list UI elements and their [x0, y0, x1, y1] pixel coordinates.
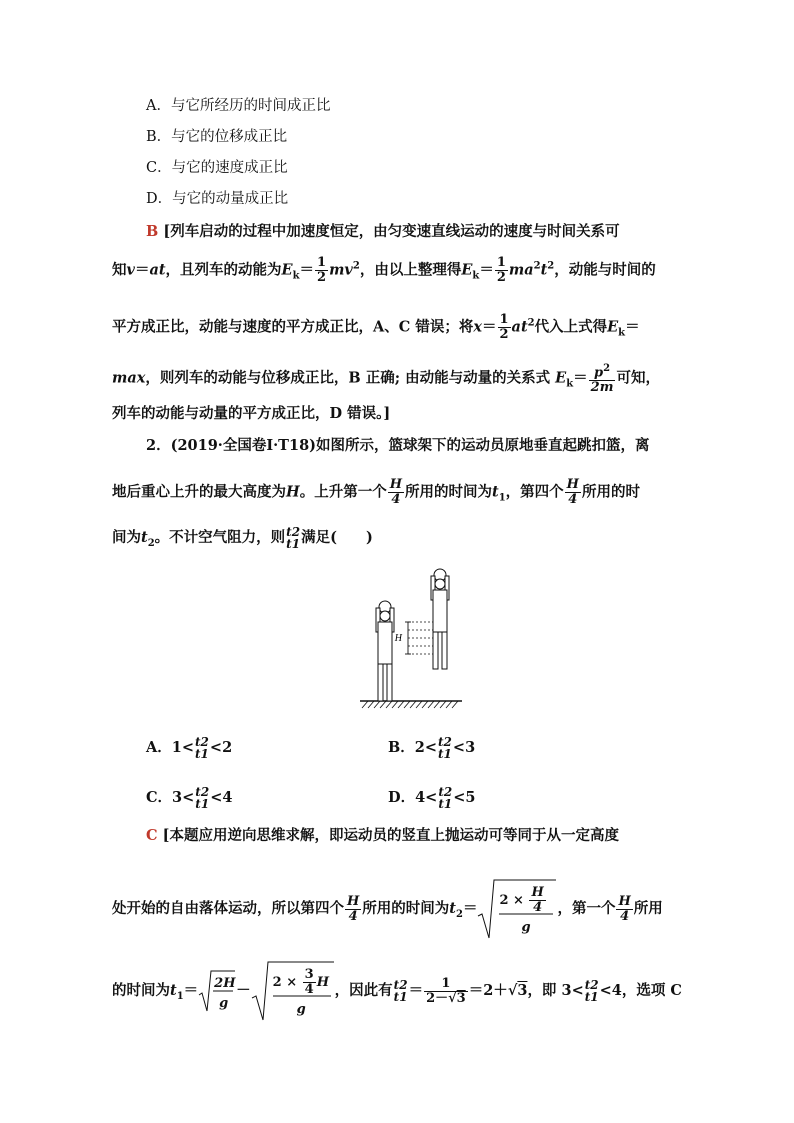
- text: ，第一个: [557, 900, 616, 917]
- q2-stem-line-2: [112, 478, 640, 508]
- sqrt-numerator: [273, 968, 329, 997]
- denominator: 4: [533, 900, 543, 915]
- numerator: H: [618, 893, 631, 909]
- numerator: t2: [438, 735, 452, 749]
- fraction: [303, 968, 316, 997]
- text: 2－: [426, 990, 449, 1006]
- fraction: [529, 886, 545, 915]
- q2-solution-line-3: 的时间为$t_1=$ 2H g － 2 × $\frac{3}{4}$ H g ，因此有 t2 t1 ＝ $\frac{1}{2-√3}$ ＝2＋√3，即 3< t2 t1 <4，选项 C: [112, 960, 682, 1022]
- leg: [387, 664, 392, 701]
- fraction: [345, 895, 361, 924]
- q2-option-b: [388, 736, 475, 760]
- denominator: t1: [195, 797, 210, 811]
- numerator: H: [347, 893, 360, 909]
- text: 所用: [633, 900, 663, 917]
- text: 的时间为: [112, 982, 170, 999]
- math-var: max: [112, 369, 146, 387]
- text: 2<: [414, 739, 438, 756]
- text: 可知，: [616, 369, 660, 387]
- math-var: E: [281, 261, 293, 279]
- text: ，因此有: [334, 982, 393, 999]
- text: <4: [210, 789, 233, 806]
- radicand: 3: [517, 982, 528, 999]
- option-letter: A: [146, 98, 157, 114]
- text: －: [236, 982, 251, 999]
- text: <3: [452, 739, 476, 756]
- denominator: 4: [391, 492, 401, 507]
- math-var: x: [473, 318, 482, 336]
- ratio-stack: [585, 979, 599, 1003]
- denominator: t1: [584, 990, 599, 1004]
- math-var: E: [607, 318, 619, 336]
- numerator: H: [389, 477, 402, 492]
- subscript: 1: [176, 990, 184, 1002]
- denominator: t1: [393, 990, 408, 1004]
- text: <5: [453, 789, 476, 806]
- text: ，由以上整理得: [359, 261, 462, 279]
- q1-solution-line-5: [112, 404, 390, 424]
- math-var: H: [286, 483, 300, 501]
- ratio-stack: [195, 736, 209, 760]
- denominator: 2－√3: [426, 990, 466, 1006]
- sqrt-expression: [477, 878, 557, 940]
- text: ＝2＋: [468, 982, 508, 999]
- athlete-standing: [376, 601, 394, 701]
- subscript: 1: [498, 492, 506, 504]
- denominator: 2: [499, 327, 509, 342]
- ratio-stack: [286, 526, 300, 550]
- jumping-athlete-illustration: [356, 562, 466, 712]
- text: 处开始的自由落体运动，所以第四个: [112, 900, 344, 917]
- text: [本题应用逆向思维求解，即运动员的竖直上抛运动可等同于从一定高度: [162, 827, 619, 844]
- q1-option-d: D．与它的动量成正比: [146, 191, 289, 207]
- numerator: H: [566, 477, 579, 492]
- athlete-jumping: [431, 569, 449, 669]
- numerator: t2: [438, 785, 453, 799]
- math-var: H: [316, 975, 330, 990]
- fraction: [616, 895, 632, 924]
- q1-answer: B: [146, 223, 159, 240]
- numerator: 1: [424, 977, 468, 992]
- height-dashed-lines: [408, 622, 433, 654]
- sqrt-expression: [251, 960, 335, 1022]
- math-var: t: [449, 900, 456, 917]
- denominator: 2m: [590, 380, 614, 396]
- text: ，即 3<: [527, 982, 584, 999]
- text: ，则列车的动能与位移成正比，B 正确; 由动能与动量的关系式: [145, 369, 551, 387]
- option-letter: D．: [388, 789, 416, 806]
- math-var: t: [540, 261, 548, 279]
- fraction: [315, 256, 328, 285]
- denominator: 4: [568, 492, 578, 507]
- text: 地后重心上升的最大高度为: [112, 483, 286, 501]
- math-var: t: [492, 483, 499, 501]
- basketball-figure: [356, 562, 466, 716]
- denominator: t1: [438, 797, 453, 811]
- subscript: k: [566, 378, 574, 390]
- q1-option-b: B．与它的位移成正比: [146, 129, 288, 145]
- torso: [378, 622, 392, 664]
- math-var: at: [511, 318, 528, 336]
- sqrt-numerator: 2H: [214, 976, 236, 991]
- option-letter: D: [146, 191, 158, 207]
- subscript: k: [472, 270, 480, 282]
- text: ＝: [408, 982, 424, 999]
- denominator: t1: [438, 747, 452, 761]
- subscript: k: [292, 270, 300, 282]
- text: <2: [209, 739, 233, 756]
- q1-solution-line-4: [112, 362, 660, 395]
- subscript: 2: [147, 537, 155, 549]
- sqrt-numerator: [499, 886, 546, 915]
- text: [列车启动的过程中加速度恒定，由匀变速直线运动的速度与时间关系可: [163, 223, 620, 240]
- numerator: 1: [499, 312, 509, 327]
- text: ＝: [482, 318, 497, 336]
- fraction: [424, 977, 468, 1006]
- ratio-stack: [438, 786, 452, 810]
- text: 所用的时间为: [362, 900, 450, 917]
- math-var: E: [461, 261, 473, 279]
- leg: [378, 664, 383, 701]
- denominator: t1: [286, 537, 301, 551]
- superscript: 2: [352, 260, 360, 272]
- q2-solution-line-1: [146, 826, 619, 846]
- denominator: 4: [304, 982, 314, 997]
- numerator: t2: [393, 978, 408, 992]
- math-var: E: [555, 369, 567, 387]
- text: ＝: [573, 369, 588, 387]
- option-text: 与它的位移成正比: [171, 129, 288, 145]
- q2-stem-line-3: [112, 526, 373, 554]
- numerator: t2: [195, 785, 210, 799]
- option-text: 与它的速度成正比: [171, 160, 288, 176]
- superscript: 2: [547, 260, 555, 272]
- text: ＝: [299, 261, 315, 279]
- math-var: t: [141, 529, 148, 546]
- text: 所用的时: [581, 483, 640, 501]
- ratio-stack: [394, 979, 408, 1003]
- numerator: 1: [317, 255, 327, 270]
- text: 2 ×: [272, 975, 302, 990]
- text: 。上升第一个: [299, 483, 387, 501]
- text: 代入上式得: [534, 318, 608, 336]
- numerator: 1: [496, 255, 506, 270]
- q2-option-d: [388, 786, 475, 810]
- text: 列车的动能与动量的平方成正比，D 错误。]: [112, 405, 391, 422]
- text: 2．(2019·全国卷Ⅰ·T18)如图所示，篮球架下的运动员原地垂直起跳扣篮，离: [146, 437, 650, 454]
- fraction: [495, 256, 508, 285]
- option-text: 与它的动量成正比: [172, 191, 289, 207]
- numerator: 3: [304, 967, 314, 982]
- math-var: p: [594, 365, 604, 381]
- text: ，且列车的动能为: [165, 261, 282, 279]
- leg: [433, 632, 438, 669]
- option-letter: B: [146, 129, 157, 145]
- sqrt-denominator: g: [296, 1002, 306, 1017]
- text: 所用的时间为: [405, 483, 492, 501]
- subscript: 2: [456, 908, 463, 920]
- text: 平方成正比，动能与速度的平方成正比，A、C 错误；将: [112, 318, 474, 336]
- sqrt-expression: [198, 969, 236, 1013]
- denominator: t1: [195, 747, 209, 761]
- superscript: 2: [533, 260, 541, 272]
- superscript: 2: [527, 317, 535, 329]
- ratio-stack: [438, 736, 452, 760]
- text: 知: [112, 261, 127, 279]
- torso: [433, 590, 447, 632]
- text: ＝: [625, 318, 640, 336]
- q2-stem-line-1: [146, 436, 650, 456]
- q2-solution-line-2: [112, 878, 663, 940]
- sqrt-denominator: g: [219, 996, 229, 1011]
- option-text: 与它所经历的时间成正比: [170, 98, 331, 114]
- height-label: H: [394, 633, 402, 644]
- denominator: 4: [348, 908, 358, 924]
- option-letter: B．: [388, 739, 415, 756]
- q1-option-a: A．与它所经历的时间成正比: [146, 98, 331, 114]
- text: 3<: [172, 789, 195, 806]
- text: 1<: [171, 739, 195, 756]
- head: [380, 611, 390, 621]
- text: ＝: [462, 900, 478, 917]
- text: <4，选项 C: [599, 982, 682, 999]
- numerator: t2: [195, 735, 209, 749]
- q1-option-c: C．与它的速度成正比: [146, 160, 288, 176]
- radicand: 3: [456, 990, 466, 1006]
- text: ，第四个: [505, 483, 564, 501]
- text: ，动能与时间的: [554, 261, 656, 279]
- q1-solution-line-2: [112, 256, 656, 286]
- numerator: t2: [584, 978, 599, 992]
- q2-option-a: [146, 736, 232, 760]
- math-var: v: [126, 261, 135, 279]
- denominator: 4: [620, 908, 630, 924]
- subscript: k: [618, 327, 626, 339]
- fraction: [565, 478, 581, 507]
- text: ＝: [134, 261, 150, 279]
- ground-hatching: [362, 701, 458, 708]
- math-var: t: [170, 982, 177, 999]
- denominator: 2: [496, 270, 506, 285]
- text: 。不计空气阻力，则: [154, 529, 286, 546]
- numerator: [589, 362, 616, 381]
- math-var: at: [149, 261, 166, 279]
- leg: [442, 632, 447, 669]
- ratio-stack: [195, 786, 209, 810]
- math-var: ma: [508, 261, 534, 279]
- fraction: [589, 362, 616, 395]
- q2-option-c: [146, 786, 232, 810]
- q1-solution-line-1: [146, 222, 620, 242]
- option-letter: A．: [146, 739, 172, 756]
- numerator: H: [531, 885, 544, 900]
- math-var: mv: [329, 261, 353, 279]
- numerator: t2: [286, 525, 301, 539]
- q2-answer: C: [146, 827, 158, 844]
- text: ＝: [183, 982, 199, 999]
- text: 4<: [415, 789, 438, 806]
- option-letter: C．: [146, 789, 173, 806]
- sqrt-denominator: g: [521, 920, 531, 935]
- text: ＝: [479, 261, 494, 279]
- text: 2 ×: [499, 893, 529, 908]
- superscript: 2: [603, 363, 611, 374]
- denominator: 2: [317, 270, 327, 285]
- fraction: [498, 313, 511, 342]
- text: 满足( ): [301, 529, 373, 546]
- option-letter: C: [146, 160, 158, 176]
- text: 间为: [112, 529, 141, 546]
- fraction: [388, 478, 404, 507]
- q1-solution-line-3: [112, 313, 640, 343]
- head: [435, 579, 445, 589]
